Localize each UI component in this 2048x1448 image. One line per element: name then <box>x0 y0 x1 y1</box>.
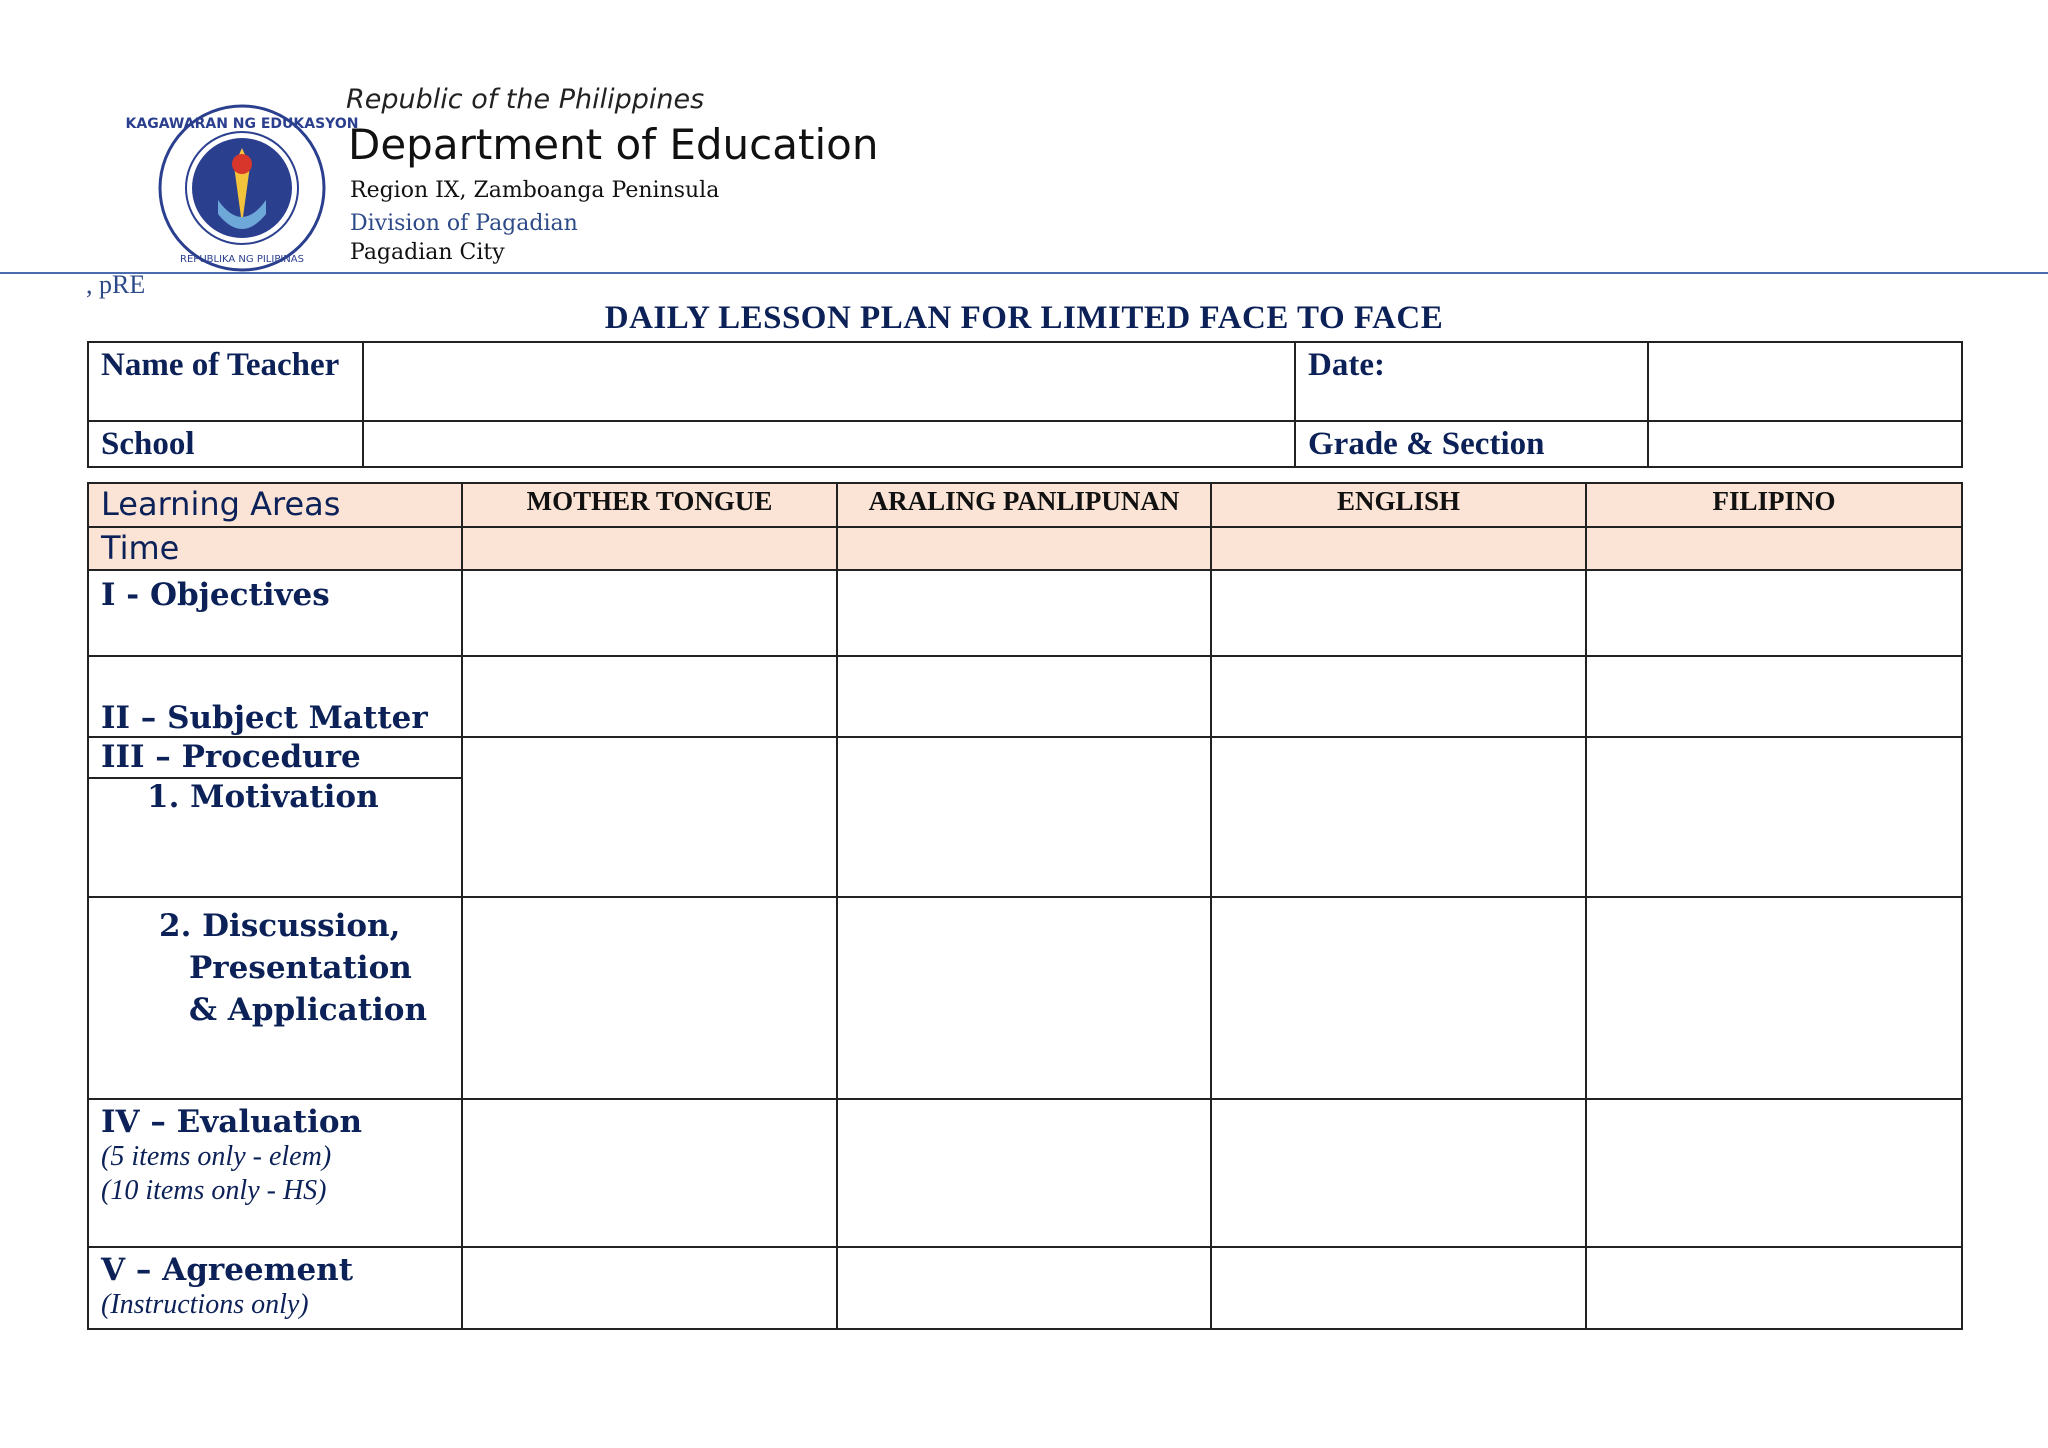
plan-cell[interactable] <box>1211 897 1586 1099</box>
objectives-label: I - Objectives <box>88 570 462 656</box>
plan-cell[interactable] <box>1586 570 1962 656</box>
plan-cell[interactable] <box>462 1099 837 1247</box>
plan-cell[interactable] <box>1586 737 1962 897</box>
time-cell[interactable] <box>1586 527 1962 570</box>
evaluation-note-elem: (5 items only - elem) <box>101 1141 332 1172</box>
plan-cell[interactable] <box>837 1099 1211 1247</box>
evaluation-title: IV – Evaluation <box>101 1104 363 1140</box>
teacher-info-table <box>87 341 1963 468</box>
name-of-teacher-label: Name of Teacher <box>88 342 363 421</box>
header-region: Region IX, Zamboanga Peninsula <box>350 178 720 203</box>
stray-text: , pRE <box>86 270 146 299</box>
school-field[interactable] <box>363 421 1295 467</box>
procedure-label: III – Procedure <box>88 737 462 778</box>
plan-cell[interactable] <box>1211 737 1586 897</box>
school-label: School <box>88 421 363 467</box>
time-label: Time <box>88 527 462 570</box>
motivation-label: 1. Motivation <box>88 778 462 897</box>
subject-header: ARALING PANLIPUNAN <box>837 483 1211 527</box>
page-title: DAILY LESSON PLAN FOR LIMITED FACE TO FACE <box>604 300 1444 336</box>
plan-cell[interactable] <box>462 737 837 897</box>
plan-cell[interactable] <box>1586 1099 1962 1247</box>
lesson-plan-table <box>87 482 1963 1330</box>
time-cell[interactable] <box>462 527 837 570</box>
plan-cell[interactable] <box>462 570 837 656</box>
agreement-note: (Instructions only) <box>101 1289 309 1320</box>
plan-cell[interactable] <box>837 897 1211 1099</box>
discussion-label <box>88 897 462 1099</box>
plan-cell[interactable] <box>837 1247 1211 1329</box>
plan-cell[interactable] <box>462 656 837 737</box>
learning-areas-label: Learning Areas <box>88 483 462 527</box>
header-republic: Republic of the Philippines <box>346 84 705 115</box>
agreement-title: V – Agreement <box>101 1252 354 1288</box>
grade-section-label: Grade & Section <box>1295 421 1648 467</box>
plan-cell[interactable] <box>837 737 1211 897</box>
plan-cell[interactable] <box>1211 1247 1586 1329</box>
subject-header: MOTHER TONGUE <box>462 483 837 527</box>
plan-cell[interactable] <box>1586 656 1962 737</box>
plan-cell[interactable] <box>462 1247 837 1329</box>
time-cell[interactable] <box>837 527 1211 570</box>
evaluation-note-hs: (10 items only - HS) <box>101 1175 327 1206</box>
plan-cell[interactable] <box>837 656 1211 737</box>
deped-seal-logo <box>125 104 359 272</box>
svg-text:KAGAWARAN NG EDUKASYON: KAGAWARAN NG EDUKASYON <box>125 116 359 132</box>
subject-matter-label: II – Subject Matter <box>88 656 462 737</box>
discussion-line-3: & Application <box>189 992 428 1028</box>
subject-header: FILIPINO <box>1586 483 1962 527</box>
header-divider <box>0 272 2048 274</box>
discussion-line-1: 2. Discussion, <box>159 908 401 944</box>
date-field[interactable] <box>1648 342 1962 421</box>
time-cell[interactable] <box>1211 527 1586 570</box>
discussion-line-2: Presentation <box>189 950 412 986</box>
name-of-teacher-field[interactable] <box>363 342 1295 421</box>
agreement-label <box>88 1247 462 1329</box>
svg-text:REPUBLIKA NG PILIPINAS: REPUBLIKA NG PILIPINAS <box>180 254 304 265</box>
header-city: Pagadian City <box>350 240 505 265</box>
plan-cell[interactable] <box>1211 570 1586 656</box>
subject-header: ENGLISH <box>1211 483 1586 527</box>
plan-cell[interactable] <box>462 897 837 1099</box>
plan-cell[interactable] <box>1586 1247 1962 1329</box>
date-label: Date: <box>1295 342 1648 421</box>
plan-cell[interactable] <box>1211 1099 1586 1247</box>
plan-cell[interactable] <box>1211 656 1586 737</box>
evaluation-label <box>88 1099 462 1247</box>
header-department: Department of Education <box>348 120 879 169</box>
header-division: Division of Pagadian <box>350 211 578 236</box>
grade-section-field[interactable] <box>1648 421 1962 467</box>
plan-cell[interactable] <box>837 570 1211 656</box>
plan-cell[interactable] <box>1586 897 1962 1099</box>
